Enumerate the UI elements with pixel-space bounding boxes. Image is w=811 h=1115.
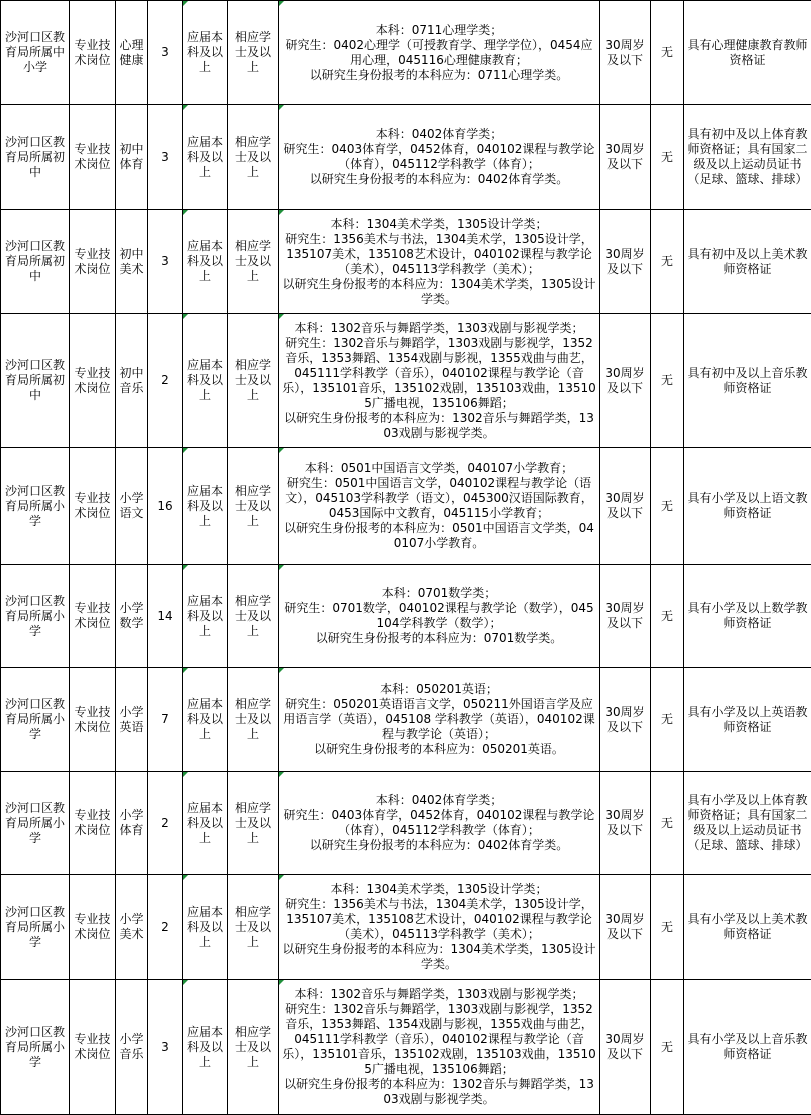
education-cell: 应届本科及以上 [183,668,228,772]
other-cell: 无 [651,210,684,314]
degree-cell: 相应学士及以上 [228,772,279,875]
education-cell: 应届本科及以上 [183,875,228,980]
major-line: 本科：0402体育学类； [282,793,596,808]
count-cell: 14 [148,565,183,668]
age-cell: 30周岁及以下 [600,980,651,1115]
qualification-cell: 具有初中及以上美术教师资格证 [684,210,811,314]
education-cell: 应届本科及以上 [183,772,228,875]
unit-cell: 沙河口区教育局所属初中 [1,314,70,448]
major-line: 本科：1304美术学类，1305设计学类； [282,217,596,232]
unit-cell: 沙河口区教育局所属中小学 [1,1,70,105]
subject-cell: 小学英语 [116,668,148,772]
subject-cell: 心理健康 [116,1,148,105]
major-cell [279,565,600,668]
position-type-cell: 专业技术岗位 [70,210,116,314]
other-cell: 无 [651,772,684,875]
major-line: 以研究生身份报考的本科应为：0402体育学类。 [282,172,596,187]
major-line: 以研究生身份报考的本科应为：0402体育学类。 [282,838,596,853]
subject-cell: 初中美术 [116,210,148,314]
unit-cell: 沙河口区教育局所属小学 [1,772,70,875]
degree-cell: 相应学士及以上 [228,314,279,448]
qualification-cell: 具有小学及以上数学教师资格证 [684,565,811,668]
other-cell: 无 [651,448,684,565]
subject-cell: 初中体育 [116,105,148,210]
age-cell: 30周岁及以下 [600,1,651,105]
unit-cell: 沙河口区教育局所属小学 [1,668,70,772]
table-row [1,772,811,875]
major-line: 研究生：050201英语语言文学，050211外国语言学及应用语言学（英语），045108 学科教学（英语），040102课程与教学论（英语）； [282,697,596,742]
qualification-cell: 具有心理健康教育教师资格证 [684,1,811,105]
table-row [1,668,811,772]
degree-cell: 相应学士及以上 [228,105,279,210]
degree-cell: 相应学士及以上 [228,1,279,105]
unit-cell: 沙河口区教育局所属初中 [1,105,70,210]
other-cell: 无 [651,980,684,1115]
qualification-cell: 具有小学及以上英语教师资格证 [684,668,811,772]
major-cell [279,314,600,448]
degree-cell: 相应学士及以上 [228,565,279,668]
count-cell: 2 [148,772,183,875]
unit-cell: 沙河口区教育局所属小学 [1,448,70,565]
unit-cell: 沙河口区教育局所属小学 [1,565,70,668]
subject-cell: 小学音乐 [116,980,148,1115]
table-row [1,105,811,210]
position-type-cell: 专业技术岗位 [70,980,116,1115]
degree-cell: 相应学士及以上 [228,668,279,772]
count-cell: 3 [148,980,183,1115]
major-line: 以研究生身份报考的本科应为：1302音乐与舞蹈学类，1303戏剧与影视学类。 [282,1077,596,1107]
major-line: 研究生：0403体育学，0452体育，040102课程与教学论（体育），045112学科教学（体育）； [282,142,596,172]
table-row [1,875,811,980]
age-cell: 30周岁及以下 [600,210,651,314]
major-line: 本科：0501中国语言文学类，040107小学教育； [282,461,596,476]
table-row [1,565,811,668]
other-cell: 无 [651,314,684,448]
major-cell [279,1,600,105]
position-type-cell: 专业技术岗位 [70,875,116,980]
qualification-cell: 具有小学及以上语文教师资格证 [684,448,811,565]
unit-cell: 沙河口区教育局所属初中 [1,210,70,314]
qualification-cell: 具有小学及以上音乐教师资格证 [684,980,811,1115]
subject-cell: 初中音乐 [116,314,148,448]
other-cell: 无 [651,565,684,668]
education-cell: 应届本科及以上 [183,1,228,105]
major-line: 研究生：1302音乐与舞蹈学，1303戏剧与影视学，1352音乐，1353舞蹈、1354戏剧与影视，1355戏曲与曲艺，045111学科教学（音乐），040102课程与教学论（音乐），135101音乐，135102戏剧，135103戏曲，135105广播电视，135106舞蹈； [282,1002,596,1077]
education-cell: 应届本科及以上 [183,105,228,210]
major-line: 以研究生身份报考的本科应为：0501中国语言文学类，040107小学教育。 [282,521,596,551]
age-cell: 30周岁及以下 [600,772,651,875]
count-cell: 2 [148,314,183,448]
count-cell: 3 [148,105,183,210]
major-line: 本科：0711心理学类； [282,23,596,38]
qualification-cell: 具有小学及以上体育教师资格证；具有国家二级及以上运动员证书（足球、篮球、排球） [684,772,811,875]
major-line: 本科：0701数学类； [282,586,596,601]
qualification-cell: 具有初中及以上体育教师资格证；具有国家二级及以上运动员证书（足球、篮球、排球） [684,105,811,210]
major-cell [279,980,600,1115]
table-row [1,1,811,105]
major-line: 以研究生身份报考的本科应为：0711心理学类。 [282,68,596,83]
degree-cell: 相应学士及以上 [228,448,279,565]
major-line: 研究生：0501中国语言文学，040102课程与教学论（语文），045103学科教学（语文），045300汉语国际教育，0453国际中文教育，045115小学教育； [282,476,596,521]
subject-cell: 小学体育 [116,772,148,875]
degree-cell: 相应学士及以上 [228,210,279,314]
major-line: 研究生：0403体育学，0452体育，040102课程与教学论（体育），045112学科教学（体育）； [282,808,596,838]
age-cell: 30周岁及以下 [600,668,651,772]
count-cell: 3 [148,210,183,314]
position-type-cell: 专业技术岗位 [70,105,116,210]
education-cell: 应届本科及以上 [183,980,228,1115]
major-line: 研究生：1302音乐与舞蹈学，1303戏剧与影视学，1352音乐，1353舞蹈、1354戏剧与影视，1355戏曲与曲艺，045111学科教学（音乐），040102课程与教学论（音乐），135101音乐，135102戏剧，135103戏曲，135105广播电视，135106舞蹈； [282,336,596,411]
subject-cell: 小学数学 [116,565,148,668]
major-line: 本科：0402体育学类； [282,127,596,142]
qualification-cell: 具有初中及以上音乐教师资格证 [684,314,811,448]
major-line: 研究生：0402心理学（可授教育学、理学学位），0454应用心理，045116心理健康教育； [282,38,596,68]
table-row [1,210,811,314]
education-cell: 应届本科及以上 [183,210,228,314]
major-line: 以研究生身份报考的本科应为：1302音乐与舞蹈学类，1303戏剧与影视学类。 [282,411,596,441]
count-cell: 2 [148,875,183,980]
position-type-cell: 专业技术岗位 [70,448,116,565]
major-line: 本科：1302音乐与舞蹈学类，1303戏剧与影视学类； [282,987,596,1002]
table-row [1,314,811,448]
unit-cell: 沙河口区教育局所属小学 [1,980,70,1115]
major-line: 本科：050201英语； [282,682,596,697]
major-cell [279,210,600,314]
age-cell: 30周岁及以下 [600,448,651,565]
position-type-cell: 专业技术岗位 [70,668,116,772]
count-cell: 7 [148,668,183,772]
major-line: 本科：1304美术学类，1305设计学类； [282,882,596,897]
subject-cell: 小学语文 [116,448,148,565]
count-cell: 3 [148,1,183,105]
position-type-cell: 专业技术岗位 [70,1,116,105]
other-cell: 无 [651,105,684,210]
table-row [1,448,811,565]
education-cell: 应届本科及以上 [183,314,228,448]
other-cell: 无 [651,1,684,105]
table-body [1,1,811,1115]
degree-cell: 相应学士及以上 [228,875,279,980]
count-cell: 16 [148,448,183,565]
education-cell: 应届本科及以上 [183,565,228,668]
major-cell [279,105,600,210]
other-cell: 无 [651,668,684,772]
age-cell: 30周岁及以下 [600,875,651,980]
position-type-cell: 专业技术岗位 [70,772,116,875]
major-line: 研究生：1356美术与书法，1304美术学，1305设计学，135107美术，135108艺术设计，040102课程与教学论（美术），045113学科教学（美术）； [282,232,596,277]
major-cell [279,448,600,565]
major-line: 以研究生身份报考的本科应为：1304美术学类，1305设计学类。 [282,277,596,307]
age-cell: 30周岁及以下 [600,314,651,448]
position-type-cell: 专业技术岗位 [70,314,116,448]
education-cell: 应届本科及以上 [183,448,228,565]
degree-cell: 相应学士及以上 [228,980,279,1115]
qualification-cell: 具有小学及以上美术教师资格证 [684,875,811,980]
table-row [1,980,811,1115]
age-cell: 30周岁及以下 [600,105,651,210]
major-cell [279,772,600,875]
major-line: 研究生：1356美术与书法，1304美术学，1305设计学，135107美术，135108艺术设计，040102课程与教学论（美术），045113学科教学（美术）； [282,897,596,942]
position-type-cell: 专业技术岗位 [70,565,116,668]
age-cell: 30周岁及以下 [600,565,651,668]
unit-cell: 沙河口区教育局所属小学 [1,875,70,980]
major-line: 以研究生身份报考的本科应为：050201英语。 [282,742,596,757]
major-cell [279,668,600,772]
major-line: 以研究生身份报考的本科应为：0701数学类。 [282,631,596,646]
major-line: 以研究生身份报考的本科应为：1304美术学类，1305设计学类。 [282,942,596,972]
other-cell: 无 [651,875,684,980]
major-line: 本科：1302音乐与舞蹈学类，1303戏剧与影视学类； [282,321,596,336]
subject-cell: 小学美术 [116,875,148,980]
major-line: 研究生：0701数学，040102课程与教学论（数学），045104学科教学（数学）； [282,601,596,631]
major-cell [279,875,600,980]
